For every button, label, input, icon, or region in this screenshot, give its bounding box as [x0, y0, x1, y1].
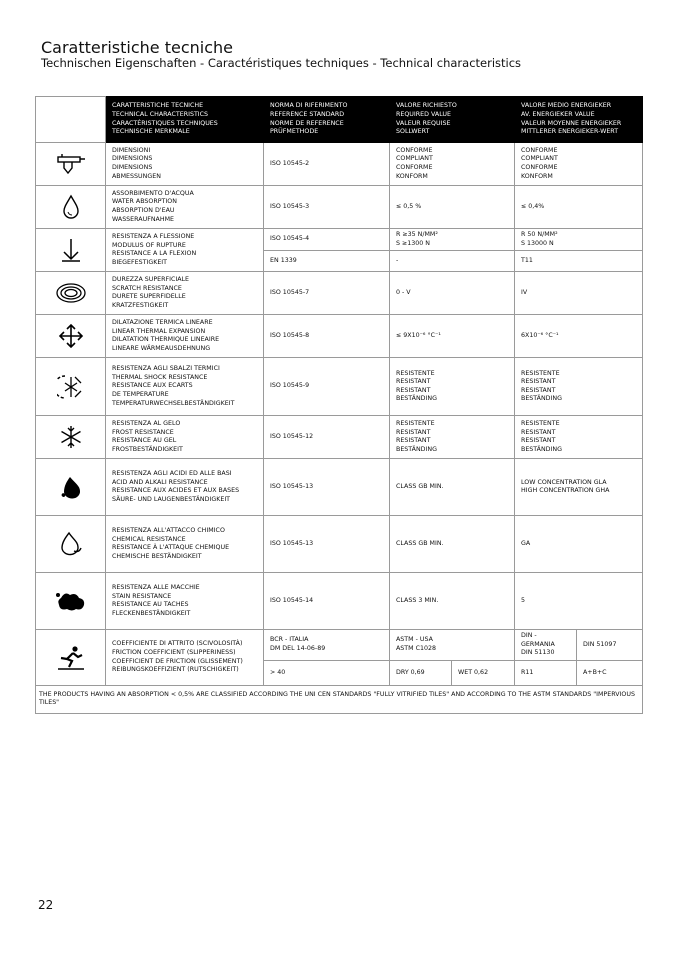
technical-characteristics-table	[35, 96, 643, 714]
caliper-icon	[36, 143, 106, 186]
row-required: ≤ 9X10⁻⁶ °C⁻¹	[390, 315, 515, 358]
row-average: LOW CONCENTRATION GLA HIGH CONCENTRATION GHA	[515, 459, 643, 516]
table-row	[36, 315, 643, 358]
row-norm: EN 1339	[264, 251, 390, 272]
row-required: -	[390, 251, 515, 272]
brand-logo	[36, 97, 106, 143]
row-norm: ISO 10545-13	[264, 459, 390, 516]
spiral-icon	[36, 272, 106, 315]
row-name: DUREZZA SUPERFICIALE SCRATCH RESISTANCE DURETE SUPERFIDELLE KRATZFESTIGKEIT	[106, 272, 264, 315]
row-required: ASTM - USA ASTM C1028	[390, 630, 515, 661]
row-required: CLASS GB MIN.	[390, 516, 515, 573]
row-norm: ISO 10545-2	[264, 143, 390, 186]
row-average: 5	[515, 573, 643, 630]
snowflake-icon	[36, 416, 106, 459]
down-arrow-icon	[36, 229, 106, 272]
row-required: CLASS GB MIN.	[390, 459, 515, 516]
header-average: VALORE MEDIO ENERGIEKER AV. ENERGIEKER VALUE VALEUR MOYENNE ENERGIEKER MITTLERER ENERGIEKER-WERT	[515, 97, 643, 143]
water-drop-icon	[36, 186, 106, 229]
row-required-dry: DRY 0,69	[390, 660, 452, 685]
row-norm: ISO 10545-12	[264, 416, 390, 459]
row-norm: ISO 10545-3	[264, 186, 390, 229]
table-row	[36, 459, 643, 516]
row-required-wet: WET 0,62	[452, 660, 515, 685]
row-name: RESISTENZA AGLI SBALZI TERMICI THERMAL SHOCK RESISTANCE RESISTANCE AUX ECARTS DE TEMPERATURE TEMPERATURWECHSELBESTÄNDIGKEIT	[106, 358, 264, 416]
table-header-row	[36, 97, 643, 143]
row-norm: ISO 10545-8	[264, 315, 390, 358]
row-name: RESISTENZA ALL'ATTACCO CHIMICO CHEMICAL RESISTANCE RESISTANCE À L'ATTAQUE CHEMIQUE CHEMISCHE BESTÄNDIGKEIT	[106, 516, 264, 573]
row-average-extra: DIN 51097	[577, 630, 643, 661]
row-average: CONFORME COMPLIANT CONFORME KONFORM	[515, 143, 643, 186]
row-name: RESISTENZA AL GELO FROST RESISTANCE RESISTANCE AU GEL FROSTBESTÄNDIGKEIT	[106, 416, 264, 459]
row-required: CONFORME COMPLIANT CONFORME KONFORM	[390, 143, 515, 186]
row-norm: ISO 10545-14	[264, 573, 390, 630]
page-number: 22	[38, 898, 54, 912]
row-average: T11	[515, 251, 643, 272]
table-row	[36, 358, 643, 416]
table-row	[36, 516, 643, 573]
row-required: RESISTENTE RESISTANT RESISTANT BESTÄNDING	[390, 358, 515, 416]
row-norm: ISO 10545-7	[264, 272, 390, 315]
row-required: RESISTENTE RESISTANT RESISTANT BESTÄNDING	[390, 416, 515, 459]
row-name: RESISTENZA A FLESSIONE MODULUS OF RUPTURE RESISTANCE A LA FLEXION BIEGEFESTIGKEIT	[106, 229, 264, 272]
chemical-drop-icon	[36, 516, 106, 573]
row-average: IV	[515, 272, 643, 315]
slip-icon	[36, 630, 106, 686]
row-required: 0 - V	[390, 272, 515, 315]
row-average: RESISTENTE RESISTANT RESISTANT BESTÄNDING	[515, 416, 643, 459]
row-average: R 50 N/MM² S 13000 N	[515, 229, 643, 251]
row-average: DIN - GERMANIA DIN 51130	[515, 630, 577, 661]
row-average-extra: A+B+C	[577, 660, 643, 685]
row-average: RESISTENTE RESISTANT RESISTANT BESTÄNDING	[515, 358, 643, 416]
table-row	[36, 229, 643, 251]
stain-icon	[36, 573, 106, 630]
row-name: ASSORBIMENTO D'ACQUA WATER ABSORPTION ABSORPTION D'EAU WASSERAUFNAHME	[106, 186, 264, 229]
row-norm: ISO 10545-9	[264, 358, 390, 416]
logo-mark: EK	[57, 104, 84, 126]
header-required: VALORE RICHIESTO REQUIRED VALUE VALEUR REQUISE SOLLWERT	[390, 97, 515, 143]
row-norm: > 40	[264, 660, 390, 685]
row-norm: ISO 10545-4	[264, 229, 390, 251]
table-row	[36, 416, 643, 459]
row-norm: ISO 10545-13	[264, 516, 390, 573]
row-name: RESISTENZA AGLI ACIDI ED ALLE BASI ACID AND ALKALI RESISTANCE RESISTANCE AUX ACIDES ET AUX BASES SÄURE- UND LAUGENBESTÄNDIGKEIT	[106, 459, 264, 516]
row-average: R11	[515, 660, 577, 685]
table-row	[36, 186, 643, 229]
header-norm: NORMA DI RIFERIMENTO REFERENCE STANDARD NORME DE REFERENCE PRÜFMETHODE	[264, 97, 390, 143]
note-row	[36, 685, 643, 713]
row-name: RESISTENZA ALLE MACCHIE STAIN RESISTANCE RESISTANCE AU TACHES FLECKENBESTÄNDIGKEIT	[106, 573, 264, 630]
footnote: THE PRODUCTS HAVING AN ABSORPTION < 0,5% ARE CLASSIFIED ACCORDING THE UNI CEN STANDARDS "FULLY VITRIFIED TILES" AND ACCORDING TO THE ASTM STANDARDS "IMPERVIOUS TILES"	[36, 685, 643, 713]
row-norm: BCR - ITALIA DM DEL 14-06-89	[264, 630, 390, 661]
page-title: Caratteristiche tecniche	[41, 38, 233, 57]
row-average: ≤ 0,4%	[515, 186, 643, 229]
thermal-shock-icon	[36, 358, 106, 416]
table-row	[36, 573, 643, 630]
row-required: CLASS 3 MIN.	[390, 573, 515, 630]
row-name: COEFFICIENTE DI ATTRITO (SCIVOLOSITÀ) FRICTION COEFFICIENT (SLIPPERINESS) COEFFICIENT DE FRICTION (GLISSEMENT) REIBUNGSKOEFFIZIENT (RUTSCHIGKEIT)	[106, 630, 264, 686]
expand-arrows-icon	[36, 315, 106, 358]
row-name: DILATAZIONE TERMICA LINEARE LINEAR THERMAL EXPANSION DILATATION THERMIQUE LINEAIRE LINEARE WÄRMEAUSDEHNUNG	[106, 315, 264, 358]
table-row	[36, 630, 643, 661]
acid-drop-icon	[36, 459, 106, 516]
logo-text: EnergieKer	[56, 125, 85, 131]
row-name: DIMENSIONI DIMENSIONS DIMENSIONS ABMESSUNGEN	[106, 143, 264, 186]
table-row	[36, 143, 643, 186]
header-characteristic: CARATTERISTICHE TECNICHE TECHNICAL CHARACTERISTICS CARACTÉRISTIQUES TECHNIQUES TECHNISCHE MERKMALE	[106, 97, 264, 143]
row-required: ≤ 0,5 %	[390, 186, 515, 229]
page-subtitle: Technischen Eigenschaften - Caractéristiques techniques - Technical characteristics	[41, 56, 522, 70]
row-required: R ≥35 N/MM² S ≥1300 N	[390, 229, 515, 251]
table-row	[36, 272, 643, 315]
row-average: 6X10⁻⁶ °C⁻¹	[515, 315, 643, 358]
row-average: GA	[515, 516, 643, 573]
